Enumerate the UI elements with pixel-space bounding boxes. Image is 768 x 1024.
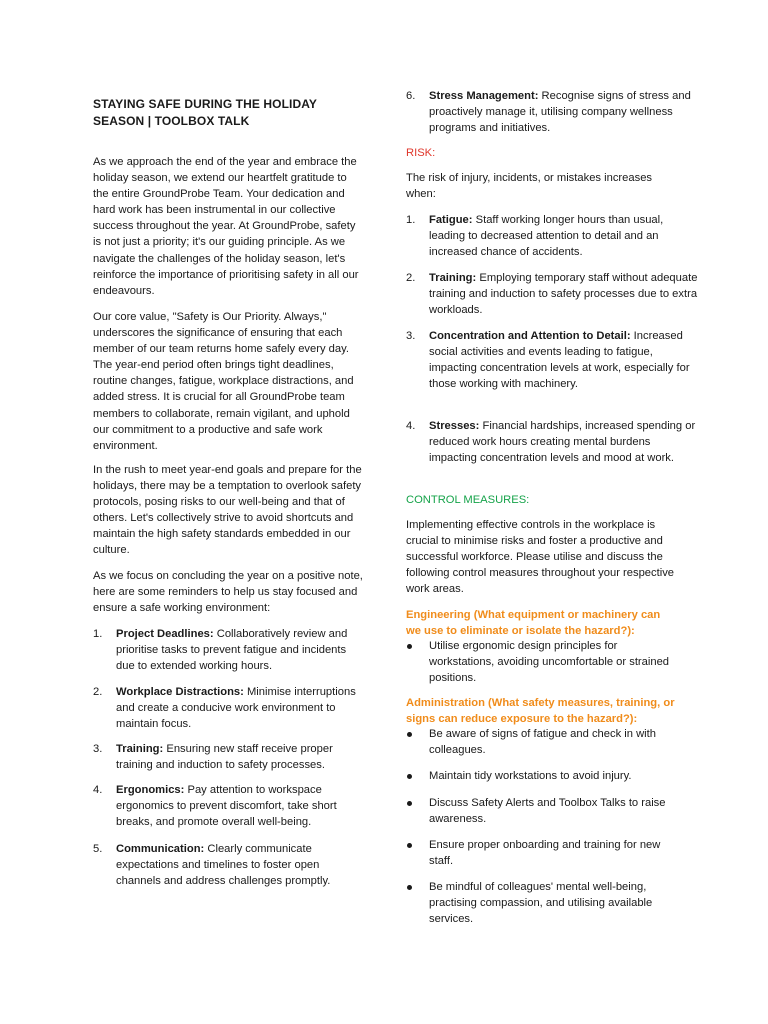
risk-item [406,418,699,466]
intro-paragraph-4: As we focus on concluding the year on a positive note, here are some reminders to help us stay focused and ensure a safe working environment: [93,570,363,615]
risk-text: Increased social activities and events leading to fatigue, impacting concentration levels at work, especially for those working with machinery. [429,330,690,391]
bullet-icon [407,644,412,649]
reminder-term: Stress Management: [429,90,539,102]
administration-item-text: Maintain tidy workstations to avoid injury. [429,770,632,782]
risk-item [406,212,699,260]
reminder-item [93,782,365,830]
control-intro: Implementing effective controls in the workplace is crucial to minimise risks and foster a productive and successful workforce. Please utilise and discuss the following control measures throughout your respective work areas. [406,519,675,596]
intro-paragraph-2: Our core value, "Safety is Our Priority. Always," underscores the significance of ensuring that each member of our team returns home safely every day. The year-end period often brings tight deadlines, routine changes, fatigue, workplace distractions, and added stress. It is crucial for all GroundProbe team members to collaborate, remain vigilant, and uphold our commitment to a productive and safe work environment. [93,311,354,452]
risk-term: Fatigue: [429,214,473,226]
administration-item [406,879,679,927]
administration-item [406,837,679,869]
reminder-text: Recognise signs of stress and proactively manage it, utilising company wellness programs and initiatives. [429,90,691,135]
reminder-item [406,88,699,136]
reminder-term: Communication: [116,843,205,855]
reminder-item [93,626,365,674]
risk-term: Stresses: [429,420,480,432]
reminder-term: Training: [116,743,164,755]
intro-paragraph-1: As we approach the end of the year and embrace the holiday season, we extend our heartfelt gratitude to the entire GroundProbe Team. Your dedication and hard work has been instrumental in our collective success throughout the year. At GroundProbe, safety is not just a priority; it's our guiding principle. As we navigate the challenges of the holiday season, let's reinforce the importance of prioritising safety in all our endeavours. [93,156,359,297]
administration-item [406,795,679,827]
bullet-icon [407,732,412,737]
risk-item [406,270,699,318]
engineering-item-text: Utilise ergonomic design principles for workstations, avoiding uncomfortable or strained positions. [429,640,670,685]
risk-intro: The risk of injury, incidents, or mistakes increases when: [406,172,653,201]
administration-item-text: Be mindful of colleagues' mental well-being, practising compassion, and utilising available services. [429,881,653,926]
administration-item [406,768,679,784]
reminder-number: 3. [93,743,103,755]
administration-item-text: Ensure proper onboarding and training for new staff. [429,839,661,868]
reminder-number: 2. [93,686,103,698]
risk-number: 2. [406,272,416,284]
reminder-text: Collaboratively review and prioritise tasks to prevent fatigue and incidents due to extended working hours. [116,628,348,673]
reminder-item [93,741,365,773]
intro-paragraph-3: In the rush to meet year-end goals and prepare for the holidays, there may be a temptation to overlook safety protocols, posing risks to our well-being and that of others. Let's collectively strive to avoid shortcuts and maintain the high safety standards embedded in our culture. [93,464,362,557]
reminder-number: 1. [93,628,103,640]
administration-item-text: Be aware of signs of fatigue and check in with colleagues. [429,728,656,757]
risk-text: Employing temporary staff without adequate training and induction to safety processes due to extra workloads. [429,272,698,317]
bullet-icon [407,774,412,779]
reminder-text: Clearly communicate expectations and timelines to foster open channels and address challenges promptly. [116,843,331,888]
reminder-term: Ergonomics: [116,784,185,796]
reminder-term: Workplace Distractions: [116,686,244,698]
risk-number: 4. [406,420,416,432]
bullet-icon [407,801,412,806]
reminder-number: 4. [93,784,103,796]
risk-number: 1. [406,214,416,226]
engineering-item [406,638,679,686]
reminder-item [93,841,365,889]
reminder-text: Minimise interruptions and create a conducive work environment to maintain focus. [116,686,356,731]
administration-item [406,726,679,758]
risk-term: Training: [429,272,477,284]
reminder-number: 6. [406,90,416,102]
document-title: STAYING SAFE DURING THE HOLIDAY SEASON | TOOLBOX TALK [93,97,317,128]
risk-text: Staff working longer hours than usual, leading to decreased attention to detail and an increased chance of accidents. [429,214,664,259]
administration-heading: Administration (What safety measures, training, or signs can reduce exposure to the hazard?): [406,697,675,726]
engineering-heading: Engineering (What equipment or machinery can we use to eliminate or isolate the hazard?): [406,609,661,638]
risk-heading: RISK: [406,147,436,159]
reminder-text: Pay attention to workspace ergonomics to prevent discomfort, take short breaks, and promote overall well-being. [116,784,337,829]
bullet-icon [407,885,412,890]
administration-item-text: Discuss Safety Alerts and Toolbox Talks to raise awareness. [429,797,666,826]
risk-item [406,328,699,392]
risk-number: 3. [406,330,416,342]
reminder-number: 5. [93,843,103,855]
reminder-term: Project Deadlines: [116,628,214,640]
risk-term: Concentration and Attention to Detail: [429,330,631,342]
risk-text: Financial hardships, increased spending or reduced work hours creating mental burdens impacting concentration levels and mood at work. [429,420,696,465]
reminder-item [93,684,365,732]
bullet-icon [407,843,412,848]
reminder-text: Ensuring new staff receive proper training and induction to safety processes. [116,743,333,772]
control-measures-heading: CONTROL MEASURES: [406,494,530,506]
